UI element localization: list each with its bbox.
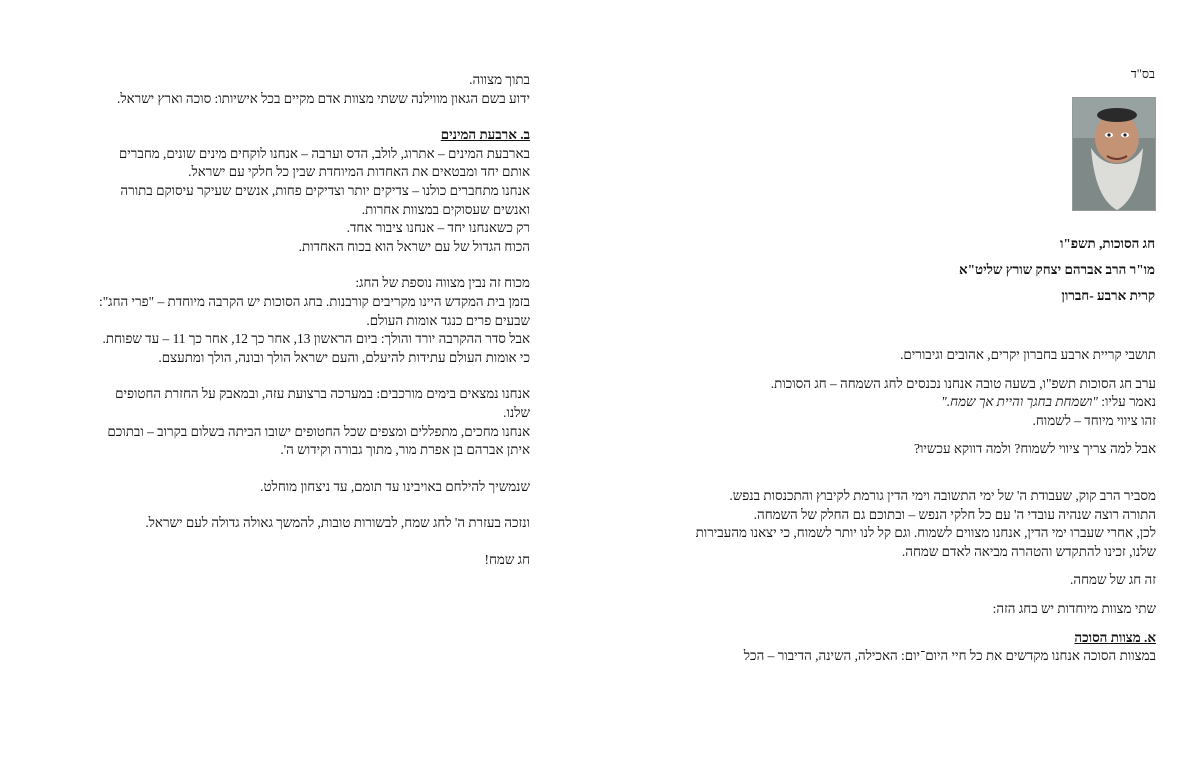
paragraph: מסביר הרב קוק, שעבודת ה' של ימי התשובה וימי הדין גורמת לקיבוץ והתכנסות בנפש. xyxy=(729,487,1156,503)
paragraph: ידוע בשם הגאון מווילנה ששתי מצוות אדם מקיים בכל אישיותו: סוכה וארץ ישראל. xyxy=(116,90,530,106)
section-heading-sukkah: א. מצוות הסוכה xyxy=(1074,629,1156,645)
paragraph: זהו ציווי מיוחד – לשמוח. xyxy=(1032,412,1156,428)
paragraph: במצוות הסוכה אנחנו מקדשים את כל חיי היום־יום: האכילה, השינה, הדיבור – הכל xyxy=(743,648,1156,664)
paragraph xyxy=(670,393,1156,412)
paragraph: ונזכה בעזרת ה' לחג שמח, לבשורות טובות, להמשך גאולה גדולה לעם ישראל. xyxy=(145,515,530,531)
paragraph: אנחנו נמצאים בימים מורכבים: במערכה ברצועת עזה, ובמאבק על החזרת החטופים שלנו. xyxy=(115,386,530,420)
right-column xyxy=(670,346,1156,666)
paragraph: בתוך מצווה. xyxy=(469,72,530,87)
paragraph: כי אומות העולם עתידות להיעלם, והעם ישראל הולך ובונה, הולך ומתעצם. xyxy=(158,349,530,365)
paragraph: התורה רוצה שנהיה עובדי ה' עם כל חלקי הנפש – ובתוכם גם החלק של השמחה. xyxy=(753,506,1156,522)
paragraph: הכוח הגדול של עם ישראל הוא בכוח האחדות. xyxy=(298,238,530,254)
paragraph: שתי מצוות מיוחדות יש בחג הזה: xyxy=(992,600,1156,616)
paragraph: בזמן בית המקדש היינו מקריבים קורבנות. בחג הסוכות יש הקרבה מיוחדת – "פרי החג": שבעים פרים כנגד אומות העולם. xyxy=(98,293,530,328)
quote-intro: נאמר עליו: xyxy=(1097,394,1156,410)
paragraph: זה חג של שמחה. xyxy=(1070,572,1156,588)
paragraph: אנחנו מתחברים כולנו – צדיקים יותר וצדיקים פחות, אנשים שעיקר עיסוקם בתורה ואנשים שעסוקים במצוות אחרות. xyxy=(120,182,530,217)
paragraph: רק כשאנחנו יחד – אנחנו ציבור אחד. xyxy=(346,220,530,236)
page-title: חג הסוכות, תשפ"ו xyxy=(1059,236,1155,251)
paragraph: אבל למה צריך ציווי לשמוח? ולמה דווקא עכשיו? xyxy=(914,441,1156,457)
place-line: קרית ארבע -חברון xyxy=(1061,288,1155,303)
left-column xyxy=(92,71,530,569)
section-heading-four-species: ב. ארבעת המינים xyxy=(440,127,530,143)
paragraph: אבל סדר ההקרבה יורד והולך: ביום הראשון 13, אחר כך 12, אחר כך 11 – עד שפוחת. xyxy=(102,331,530,347)
paragraph: לכן, אחרי שעברו ימי הדין, אנחנו מצווים לשמוח. וגם קל לנו יותר לשמוח, כי יצאנו מהעבירות שלנו, זכינו להתקדש והטהרה מביאה לאדם שמחה. xyxy=(695,525,1156,559)
closing-greeting: חג שמח! xyxy=(484,551,530,567)
paragraph: אנחנו מחכים, מתפללים ומצפים שכל החטופים ישובו הביתה בשלום בקרוב – ובתוכם איתן אברהם בן אפרת מור, מתוך גבורה וקידוש ה'. xyxy=(107,423,530,458)
author-photo xyxy=(1072,97,1156,211)
rabbi-portrait-icon xyxy=(1073,98,1156,211)
paragraph: ערב חג הסוכות תשפ"ו, בשעה טובה אנחנו נכנסים לחג השמחה – חג הסוכות. xyxy=(770,375,1156,391)
paragraph: מכוח זה נבין מצווה נוספת של החג: xyxy=(355,275,530,291)
author-line: מו"ר הרב אברהם יצחק שורץ שליט"א xyxy=(959,262,1155,277)
paragraph: בארבעת המינים – אתרוג, לולב, הדס וערבה – אנחנו לוקחים מינים שונים, מחברים אותם יחד ומבטאים את האחדות המיוחדת שבין כל חלקי עם ישראל. xyxy=(118,145,530,180)
bsd-mark: בס"ד xyxy=(1130,67,1155,81)
paragraph: שנמשיך להילחם באויבינו עד תומם, עד ניצחון מוחלט. xyxy=(260,478,530,494)
greeting: תושבי קריית ארבע בחברון יקרים, אהובים וגיבורים. xyxy=(900,347,1156,362)
verse-quote: "ושמחת בחגך והיית אך שמח." xyxy=(941,394,1098,410)
